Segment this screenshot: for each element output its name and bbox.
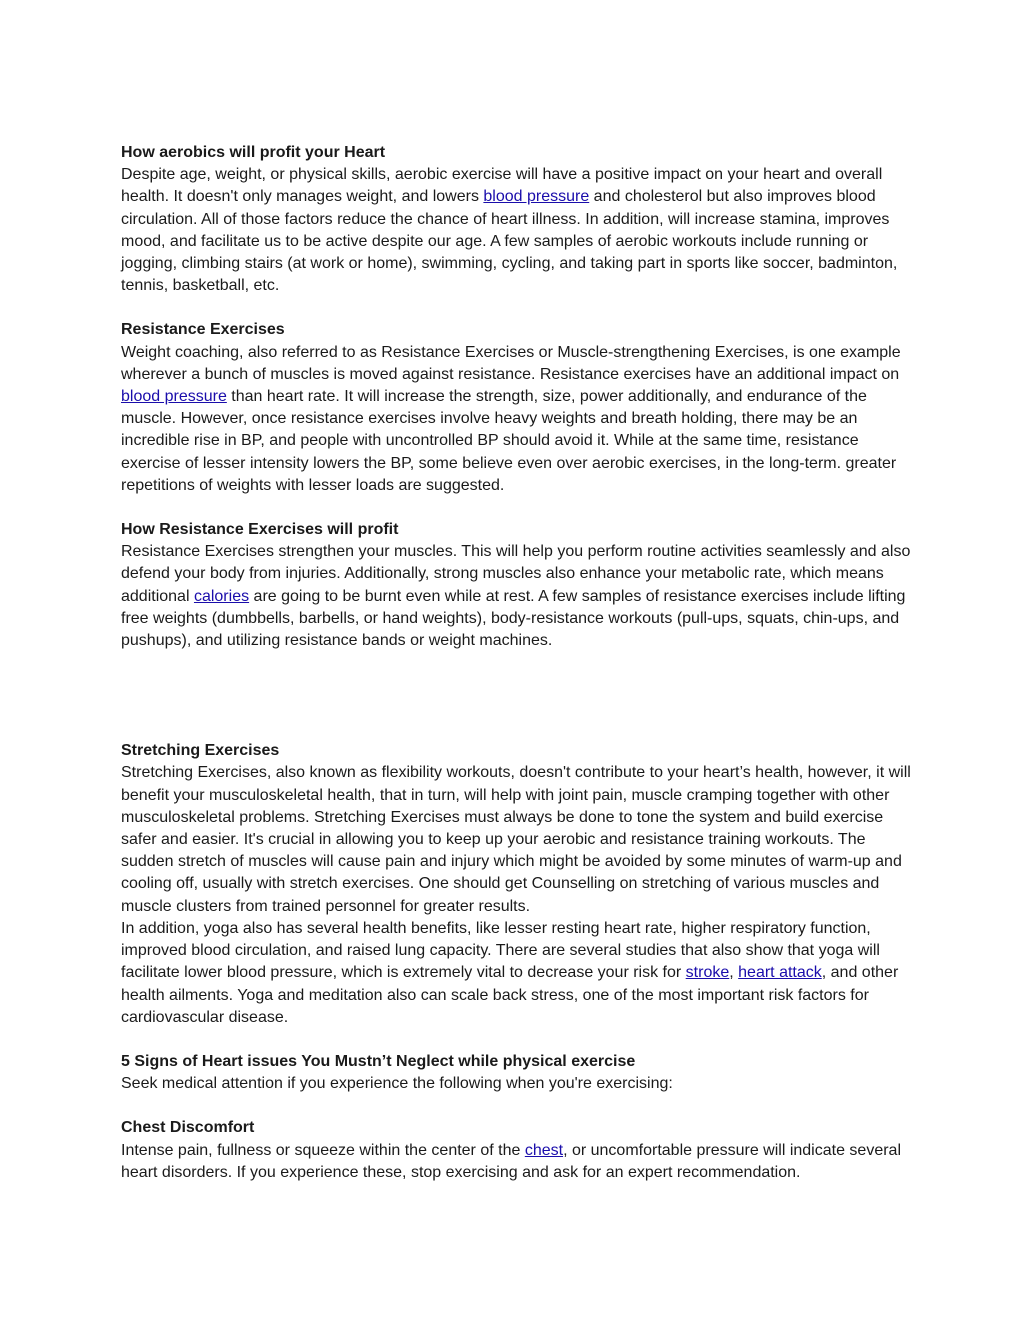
text-span: and cholesterol but also improves blood circulation. All of those factors reduce the chance of heart illness. In addition, will increase stamina, improves mood, and facilitate us to be active despite our age. A few samples of aerobic workouts include running or jogging, climbing stairs (at work or home), swimming, cycling, and taking part in sports like soccer, badminton, tennis, basketball, etc. bbox=[121, 188, 898, 295]
text-span: , bbox=[729, 964, 734, 982]
heading-stretching: Stretching Exercises bbox=[121, 742, 280, 760]
document-page bbox=[121, 142, 911, 1184]
section-resistance bbox=[121, 319, 911, 497]
link-stroke[interactable]: stroke bbox=[685, 964, 730, 982]
text-span: , or uncomfortable pressure will indicate several heart disorders. If you experience these, stop exercising and ask for an expert recommendation. bbox=[121, 1141, 901, 1181]
heading-resistance-profit: How Resistance Exercises will profit bbox=[121, 521, 399, 539]
spacer bbox=[121, 718, 911, 740]
text-span: than heart rate. It will increase the strength, size, power additionally, and endurance of the muscle. However, once resistance exercises involve heavy weights and breath holding, there may be an incredible rise in BP, and people with uncontrolled BP should avoid it. While at the same time, resistance exercise of lesser intensity lowers the BP, some believe even over aerobic exercises, in the long-term. greater repetitions of weights with lesser loads are suggested. bbox=[121, 388, 897, 494]
paragraph-aerobics bbox=[121, 164, 911, 297]
section-signs bbox=[121, 1051, 911, 1095]
section-aerobics bbox=[121, 142, 911, 297]
link-chest[interactable]: chest bbox=[524, 1141, 564, 1159]
heading-signs: 5 Signs of Heart issues You Mustn’t Neglect while physical exercise bbox=[121, 1052, 636, 1070]
text-span: Despite age, weight, or physical skills, aerobic exercise will have a positive impact on your heart and overall health. It doesn't only manages weight, and lowers bbox=[121, 166, 883, 206]
heading-resistance: Resistance Exercises bbox=[121, 321, 285, 339]
paragraph-signs: Seek medical attention if you experience the following when you're exercising: bbox=[121, 1075, 673, 1093]
section-resistance-profit bbox=[121, 519, 911, 652]
paragraph-yoga bbox=[121, 918, 911, 1029]
text-span: Weight coaching, also referred to as Resistance Exercises or Muscle-strengthening Exercises, is one example wherever a bunch of muscles is moved against resistance. Resistance exercises have an additional impact on bbox=[121, 343, 901, 383]
link-heart-attack[interactable]: heart attack bbox=[738, 964, 822, 982]
link-calories[interactable]: calories bbox=[193, 587, 250, 605]
text-span: Resistance Exercises strengthen your muscles. This will help you perform routine activities seamlessly and also defend your body from injuries. Additionally, strong muscles also enhance your metabolic rate, which means additional bbox=[121, 543, 911, 605]
text-span: are going to be burnt even while at rest. A few samples of resistance exercises include lifting free weights (dumbbells, barbells, or hand weights), body-resistance workouts (pull-ups, squats, chin-ups, and pushups), and utilizing resistance bands or weight machines. bbox=[121, 587, 906, 650]
spacer bbox=[121, 1095, 911, 1117]
paragraph-resistance bbox=[121, 342, 911, 497]
text-span: Intense pain, fullness or squeeze within the center of the bbox=[121, 1141, 525, 1159]
spacer bbox=[121, 497, 911, 519]
paragraph-chest bbox=[121, 1140, 911, 1184]
section-stretching bbox=[121, 740, 911, 1029]
heading-chest: Chest Discomfort bbox=[121, 1119, 255, 1137]
heading-aerobics: How aerobics will profit your Heart bbox=[121, 144, 386, 161]
spacer bbox=[121, 652, 911, 718]
text-span: In addition, yoga also has several health benefits, like lesser resting heart rate, higher respiratory function, improved blood circulation, and raised lung capacity. There are several studies that also show that yoga will facilitate lower blood pressure, which is extremely vital to decrease your risk for bbox=[121, 919, 880, 982]
text-span: , and other health ailments. Yoga and meditation also can scale back stress, one of the most important risk factors for cardiovascular disease. bbox=[121, 964, 899, 1026]
link-blood-pressure-2[interactable]: blood pressure bbox=[121, 388, 227, 406]
link-blood-pressure[interactable]: blood pressure bbox=[483, 188, 590, 206]
paragraph-stretching: Stretching Exercises, also known as flexibility workouts, doesn't contribute to your heart’s health, however, it will benefit your musculoskeletal health, that in turn, will help with joint pain, muscle cramping together with other musculoskeletal problems. Stretching Exercises must always be done to tone the system and build exercise safer and easier. It's crucial in allowing you to keep up your aerobic and resistance training workouts. The sudden stretch of muscles will cause pain and injury which might be avoided by some minutes of warm-up and cooling off, usually with stretch exercises. One should get Counselling on stretching of various muscles and muscle clusters from trained personnel for greater results. bbox=[121, 764, 911, 915]
section-chest bbox=[121, 1117, 911, 1184]
spacer bbox=[121, 297, 911, 319]
spacer bbox=[121, 1029, 911, 1051]
paragraph-resistance-profit bbox=[121, 541, 911, 652]
